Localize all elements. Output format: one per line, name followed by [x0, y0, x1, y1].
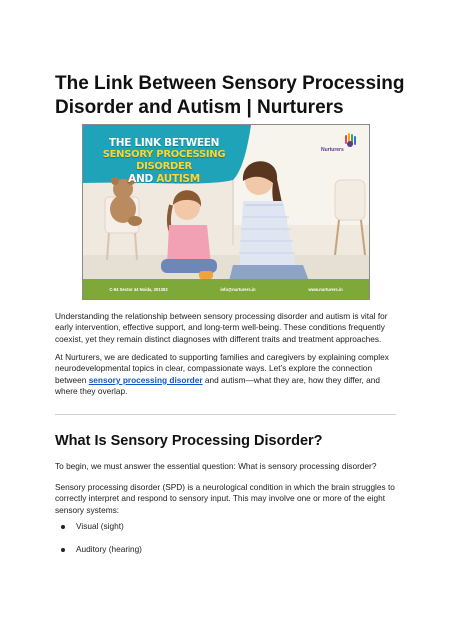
- section-heading: What Is Sensory Processing Disorder?: [55, 433, 323, 449]
- banner-title-line1: THE LINK BETWEEN: [108, 137, 220, 149]
- banner-title-line3: [89, 173, 239, 185]
- logo-name: Nurturers: [321, 147, 344, 153]
- bullet-dot-icon: [61, 525, 65, 529]
- footer-address: C-94 Sector 44 Noida, 201303: [109, 286, 168, 292]
- banner-footer: [83, 279, 369, 299]
- spd-link[interactable]: sensory processing disorder: [88, 374, 203, 385]
- hero-banner-image: [82, 124, 370, 300]
- intro-paragraph: Understanding the relationship between sensory processing disorder and autism is vital for early intervention, effective support, and long-term well-being. These conditions frequently coexist, yet they remain distinct diagnoses with different traits and treatment approaches.: [55, 311, 388, 344]
- footer-email: info@nurturers.in: [220, 286, 256, 292]
- banner-title: [89, 137, 239, 185]
- list-item-label: Visual (sight): [76, 521, 124, 531]
- nurturers-logo: [319, 133, 363, 159]
- page-title: The Link Between Sensory Processing Disorder and Autism | Nurturers: [55, 73, 405, 118]
- para2-after: and autism—what they are, how they differ, and where they overlap.: [55, 374, 381, 397]
- definition-paragraph: Sensory processing disorder (SPD) is a neurological condition in which the brain struggles to correctly interpret and respond to sensory input. This may involve one or more of the eight sensory systems:: [55, 482, 395, 515]
- list-item: [61, 544, 142, 555]
- banner-title-line2: SENSORY PROCESSING DISORDER: [102, 149, 226, 172]
- hand-logo-icon: [319, 133, 363, 147]
- question-paragraph: To begin, we must answer the essential question: What is sensory processing disorder?: [55, 461, 377, 471]
- bullet-dot-icon: [61, 548, 65, 552]
- para2-before: At Nurturers, we are dedicated to supporting families and caregivers by explaining complex neurodevelopmental topics in clear, compassionate ways. Let’s explore the connection between: [55, 352, 389, 385]
- section-divider: [55, 414, 396, 415]
- list-item: [61, 521, 124, 532]
- footer-website: www.nurturers.in: [308, 286, 343, 292]
- banner-title-and: AND: [128, 173, 157, 185]
- list-item-label: Auditory (hearing): [76, 544, 142, 554]
- banner-title-autism: AUTISM: [156, 173, 200, 185]
- nurturers-paragraph: [55, 352, 400, 398]
